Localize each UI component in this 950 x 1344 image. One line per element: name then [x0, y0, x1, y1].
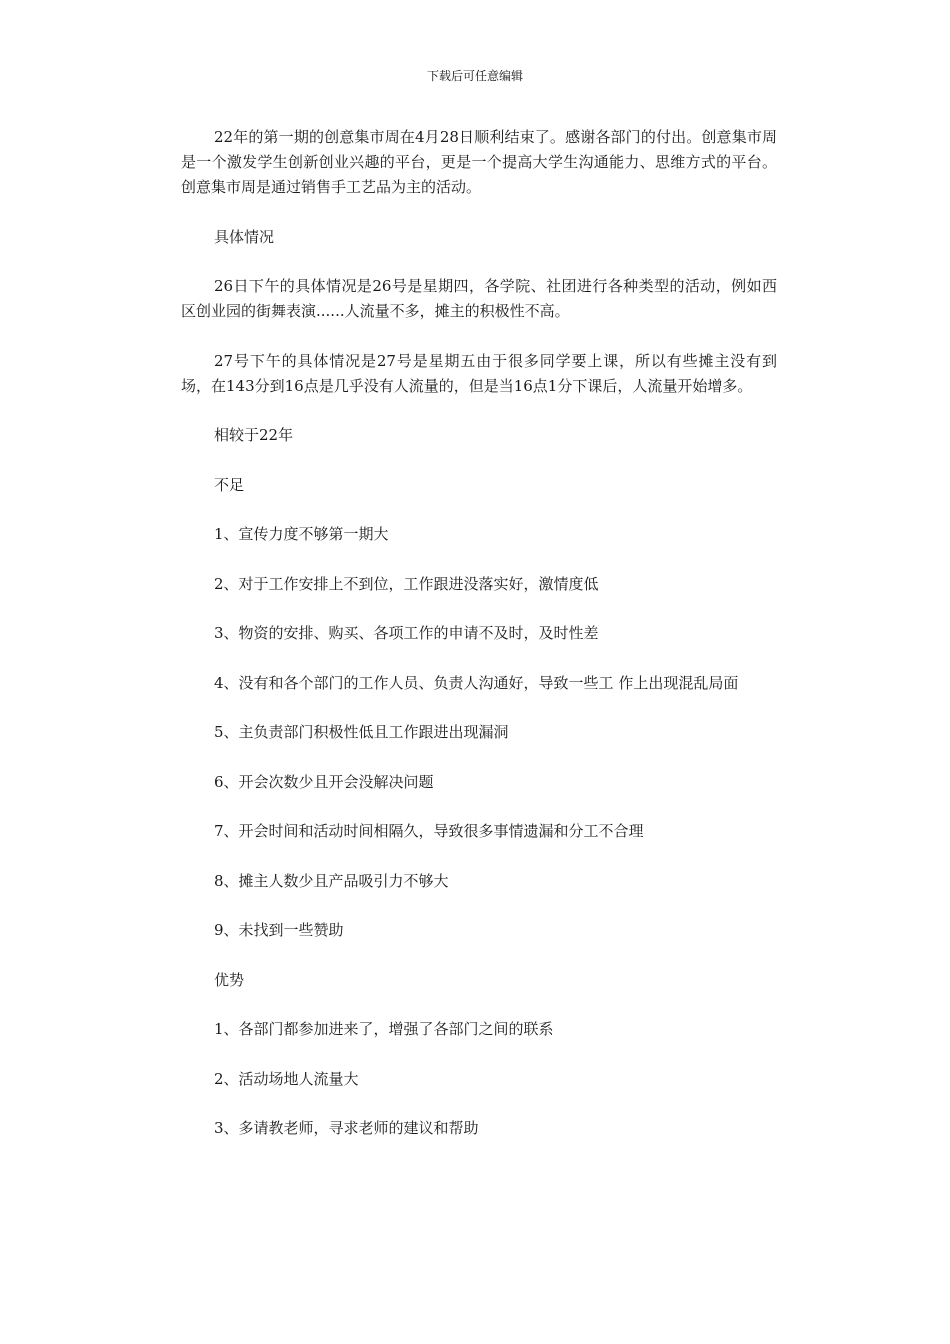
list-item-shortcoming-8: 8、摊主人数少且产品吸引力不够大 — [214, 871, 449, 890]
list-item-advantage-1: 1、各部门都参加进来了，增强了各部门之间的联系 — [214, 1020, 554, 1038]
list-item-shortcoming-2: 2、对于工作安排上不到位，工作跟进没落实好，激情度低 — [214, 574, 599, 593]
list-item-shortcoming-4: 4、没有和各个部门的工作人员、负责人沟通好，导致一些工 作上出现混乱局面 — [214, 673, 739, 692]
page-header: 下载后可任意编辑 — [426, 69, 523, 83]
heading-shortcomings: 不足 — [214, 475, 245, 494]
paragraph-intro: 22年的第一期的创意集市周在4月28日顺利结束了。感谢各部门的付出。创意集市周是一个激发学生创新创业兴趣的平台，更是一个提高大学生沟通能力、思维方式的平台。创意集市周是通过销售手工艺品为主的活动。 — [181, 128, 777, 196]
paragraph-day-27: 27号下午的具体情况是27号是星期五由于很多同学要上课，所以有些摊主没有到场，在143分到16点是几乎没有人流量的，但是当16点1分下课后，人流量开始增多。 — [181, 351, 777, 395]
list-item-advantage-3: 3、多请教老师，寻求老师的建议和帮助 — [214, 1119, 479, 1137]
list-item-shortcoming-1: 1、宣传力度不够第一期大 — [214, 525, 389, 543]
list-item-shortcoming-9: 9、未找到一些赞助 — [214, 921, 344, 939]
list-item-shortcoming-3: 3、物资的安排、购买、各项工作的申请不及时，及时性差 — [214, 624, 599, 642]
heading-comparison: 相较于22年 — [214, 426, 294, 444]
heading-advantages: 优势 — [214, 970, 245, 989]
list-item-shortcoming-6: 6、开会次数少且开会没解决问题 — [214, 772, 434, 791]
document-body — [181, 125, 777, 1166]
paragraph-day-26: 26日下午的具体情况是26号是星期四，各学院、社团进行各种类型的活动，例如西区创业园的街舞表演......人流量不多，摊主的积极性不高。 — [181, 277, 777, 320]
heading-details: 具体情况 — [214, 227, 275, 246]
list-item-shortcoming-7: 7、开会时间和活动时间相隔久，导致很多事情遗漏和分工不合理 — [214, 822, 644, 840]
list-item-advantage-2: 2、活动场地人流量大 — [214, 1069, 359, 1088]
list-item-shortcoming-5: 5、主负责部门积极性低且工作跟进出现漏洞 — [214, 723, 509, 741]
